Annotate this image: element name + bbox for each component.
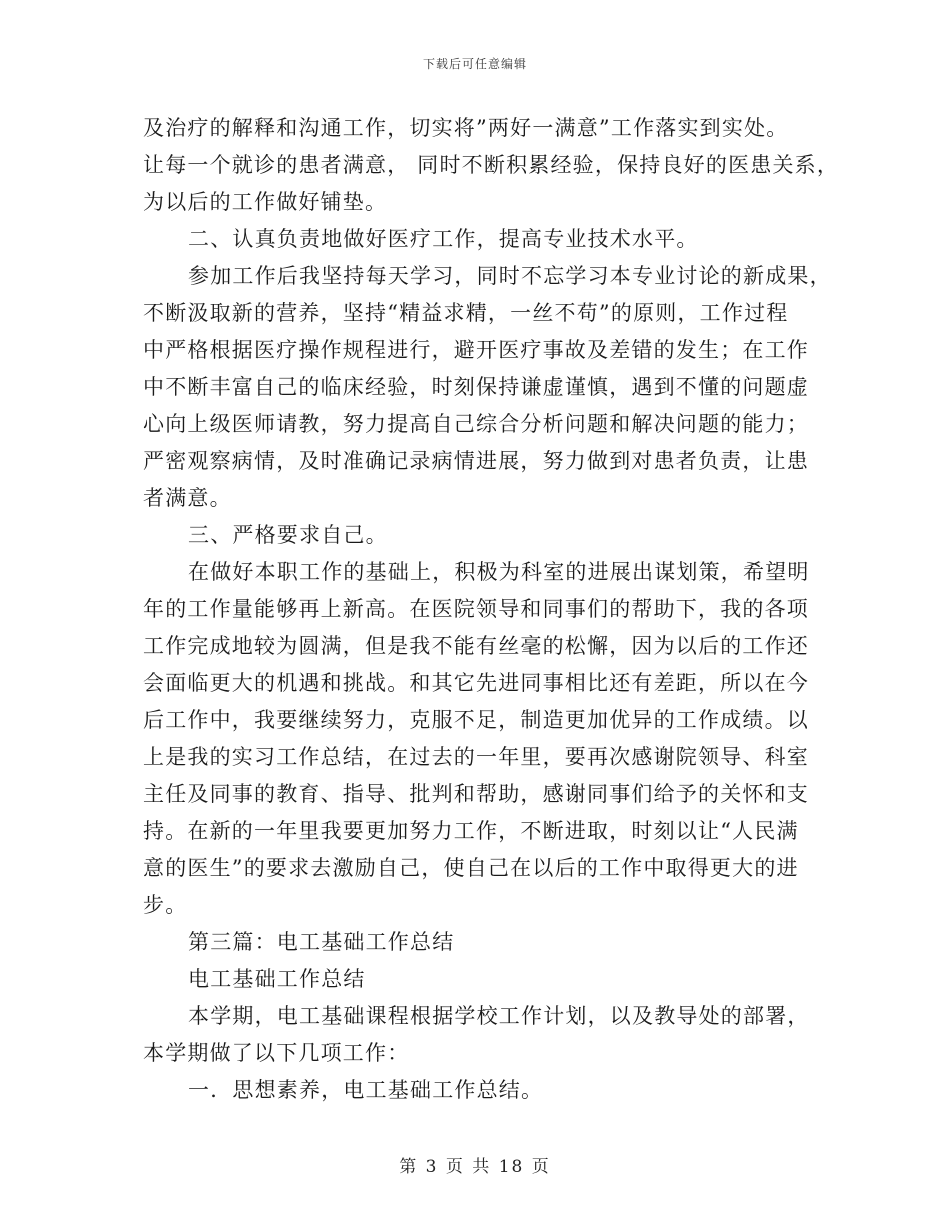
- body-line: 上是我的实习工作总结，在过去的一年里，要再次感谢院领导、科室: [143, 745, 809, 769]
- body-line: 后工作中，我要继续努力，克服不足，制造更加优异的工作成绩。以: [143, 708, 809, 732]
- body-line: 会面临更大的机遇和挑战。和其它先进同事相比还有差距，所以在今: [143, 671, 809, 695]
- body-line: 不断汲取新的营养，坚持“精益求精，一丝不苟”的原则，工作过程: [143, 301, 789, 325]
- body-line: 中严格根据医疗操作规程进行，避开医疗事故及差错的发生；在工作: [143, 338, 809, 362]
- body-line: 步。: [143, 893, 188, 917]
- body-line: 年的工作量能够再上新高。在医院领导和同事们的帮助下，我的各项: [143, 597, 809, 621]
- body-line: 让每一个就诊的患者满意， 同时不断积累经验，保持良好的医患关系，: [143, 153, 840, 177]
- body-line: 意的医生”的要求去激励自己，使自己在以后的工作中取得更大的进: [143, 856, 799, 880]
- page-header: 下载后可任意编辑: [422, 57, 527, 71]
- body-line: 参加工作后我坚持每天学习，同时不忘学习本专业讨论的新成果，: [188, 264, 832, 288]
- chapter-heading: 第三篇：电工基础工作总结: [188, 930, 455, 954]
- section-heading: 二、认真负责地做好医疗工作，提高专业技术水平。: [188, 227, 699, 251]
- body-line: 本学期，电工基础课程根据学校工作计划，以及教导处的部署，: [188, 1004, 810, 1028]
- document-body: [143, 110, 840, 1109]
- chapter-title: 电工基础工作总结: [188, 967, 366, 991]
- body-line: 中不断丰富自己的临床经验，时刻保持谦虚谨慎，遇到不懂的问题虚: [143, 375, 809, 399]
- section-heading: 三、严格要求自己。: [188, 523, 388, 547]
- body-line: 在做好本职工作的基础上，积极为科室的进展出谋划策，希望明: [188, 560, 810, 584]
- body-line: 心向上级医师请教，努力提高自己综合分析问题和解决问题的能力；: [143, 412, 809, 436]
- page-number: 第 3 页 共 18 页: [399, 1157, 551, 1177]
- body-line: 者满意。: [143, 486, 232, 510]
- body-line: 本学期做了以下几项工作：: [143, 1041, 410, 1065]
- body-line: 工作完成地较为圆满，但是我不能有丝毫的松懈，因为以后的工作还: [143, 634, 809, 658]
- body-line: 严密观察病情，及时准确记录病情进展，努力做到对患者负责，让患: [143, 449, 809, 473]
- body-line: 及治疗的解释和沟通工作，切实将”两好一满意”工作落实到实处。: [143, 116, 789, 140]
- body-line: 主任及同事的教育、指导、批判和帮助，感谢同事们给予的关怀和支: [143, 782, 809, 806]
- section-heading: 一．思想素养，电工基础工作总结。: [188, 1078, 544, 1102]
- body-line: 为以后的工作做好铺垫。: [143, 190, 388, 214]
- body-line: 持。在新的一年里我要更加努力工作，不断进取，时刻以让“人民满: [143, 819, 799, 843]
